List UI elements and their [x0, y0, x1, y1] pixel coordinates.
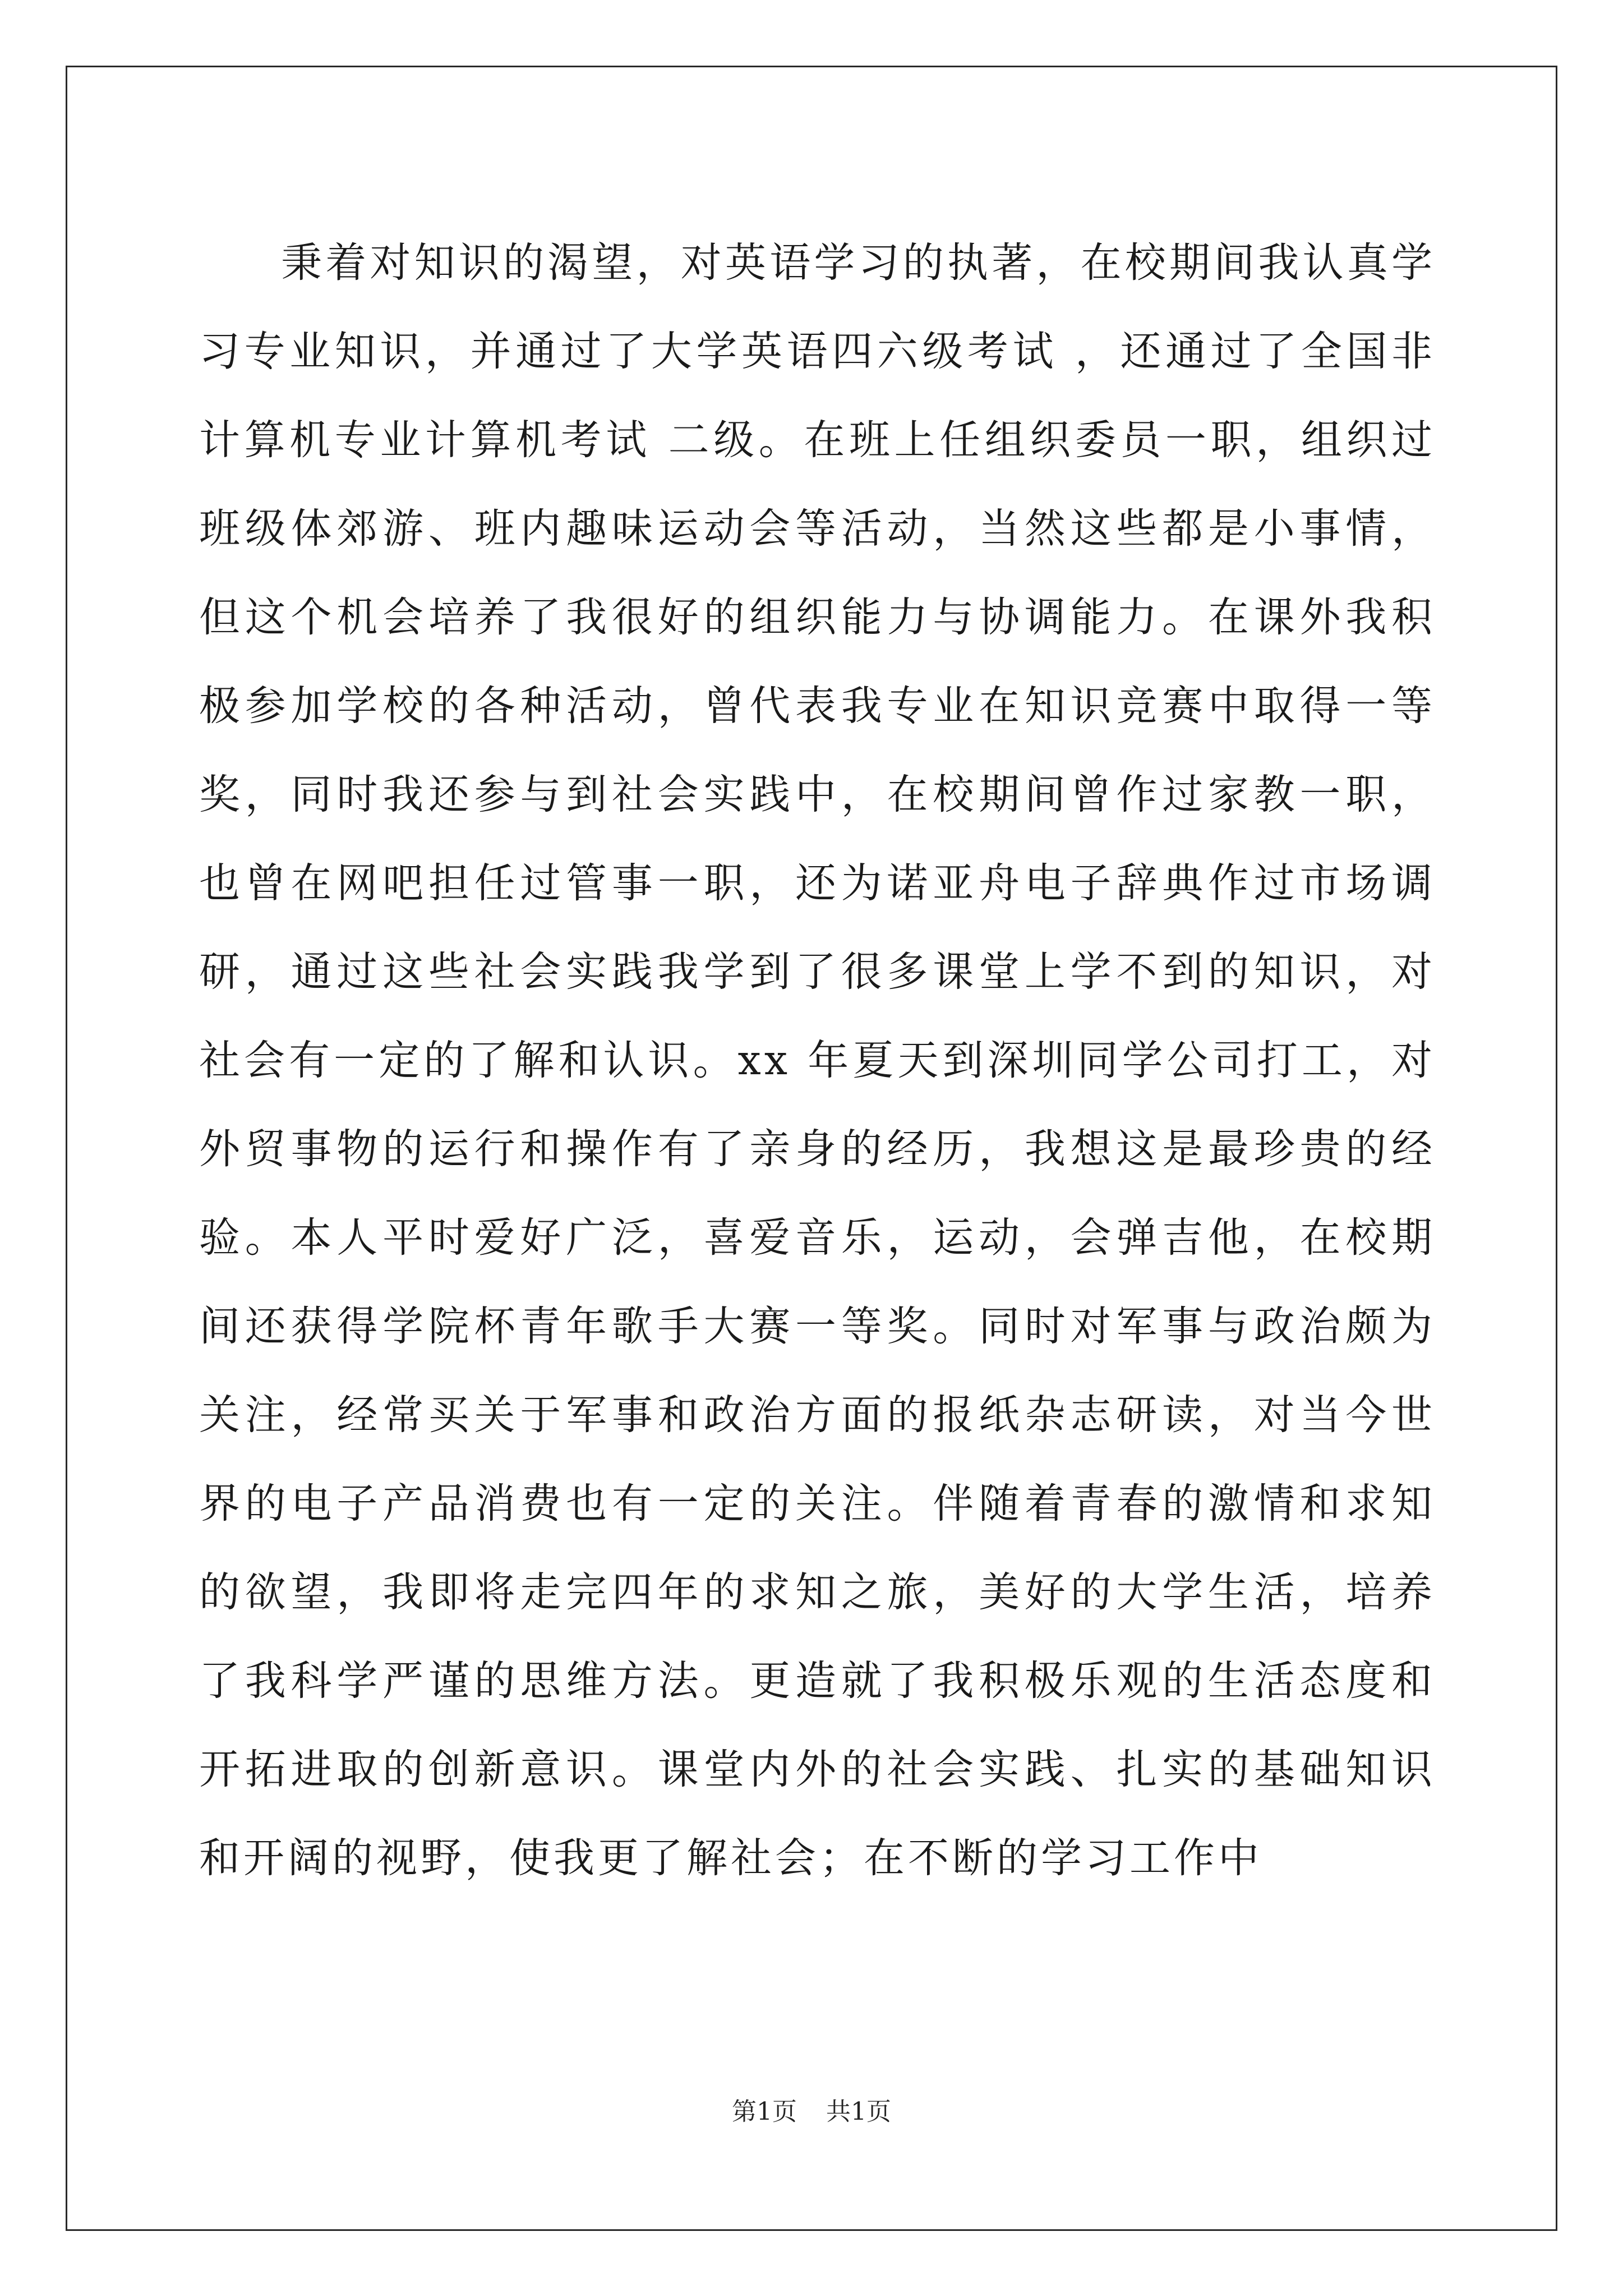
- total-pages-label: 共1页: [826, 2097, 891, 2126]
- current-page-label: 第1页: [732, 2097, 797, 2126]
- body-paragraph: 秉着对知识的渴望，对英语学习的执著，在校期间我认真学习专业知识，并通过了大学英语四六级考试 ，还通过了全国非计算机专业计算机考试 二级。在班上任组织委员一职，组织过班级体郊游、班内趣味运动会等活动，当然这些都是小事情，但这个机会培养了我很好的组织能力与协调能力。在课外我积极参加学校的各种活动，曾代表我专业在知识竞赛中取得一等奖，同时我还参与到社会实践中，在校期间曾作过家教一职，也曾在网吧担任过管事一职，还为诺亚舟电子辞典作过市场调研，通过这些社会实践我学到了很多课堂上学不到的知识，对社会有一定的了解和认识。xx 年夏天到深圳同学公司打工，对外贸事物的运行和操作有了亲身的经历，我想这是最珍贵的经验。本人平时爱好广泛，喜爱音乐，运动，会弹吉他，在校期间还获得学院杯青年歌手大赛一等奖。同时对军事与政治颇为关注，经常买关于军事和政治方面的报纸杂志研读，对当今世界的电子产品消费也有一定的关注。伴随着青春的激情和求知的欲望，我即将走完四年的求知之旅，美好的大学生活，培养了我科学严谨的思维方法。更造就了我积极乐观的生活态度和开拓进取的创新意识。课堂内外的社会实践、扎实的基础知识和开阔的视野，使我更了解社会；在不断的学习工作中: [199, 239, 1436, 1882]
- page-footer: [0, 2095, 1623, 2129]
